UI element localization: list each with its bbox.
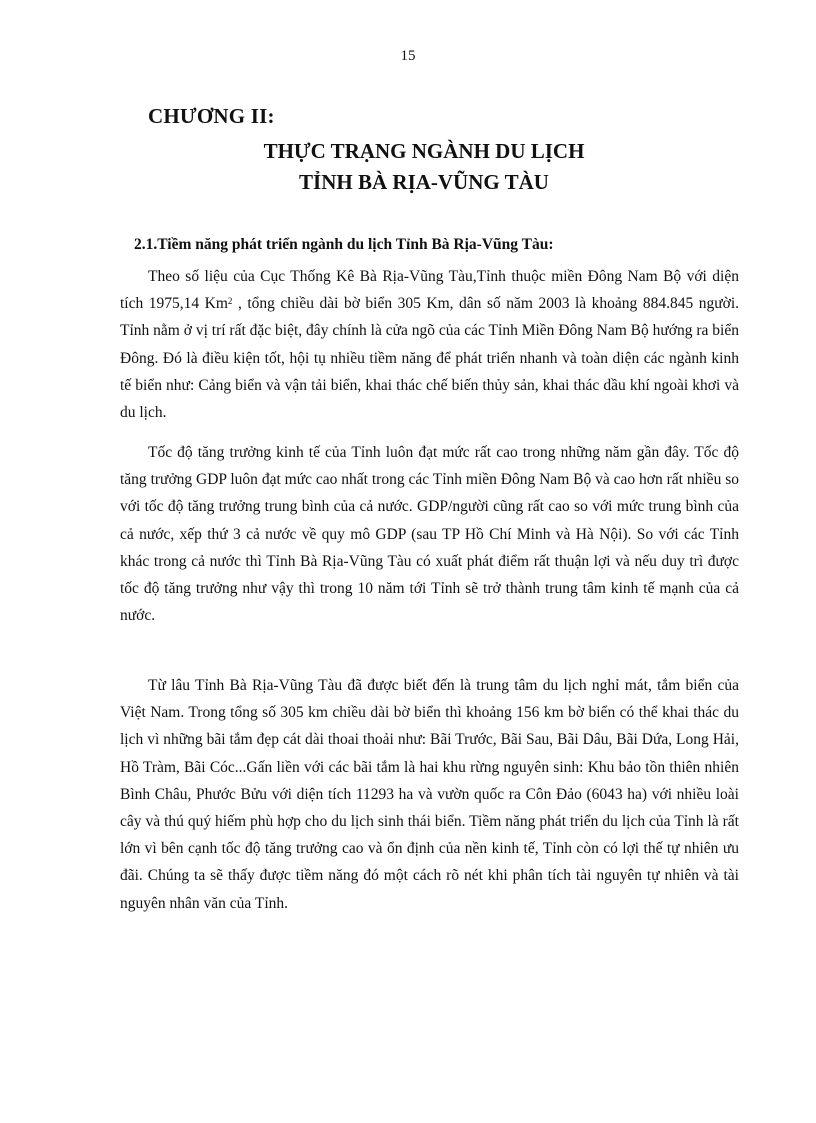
section-heading: 2.1.Tiềm năng phát triển ngành du lịch Tỉnh Bà Rịa-Vũng Tàu:	[134, 236, 554, 253]
superscript-2: 2	[227, 296, 233, 307]
page-number: 15	[400, 48, 416, 64]
paragraph-1-text-a: Theo số liệu của Cục Thống Kê Bà Rịa-Vũng Tàu,Tỉnh thuộc miền Đông Nam Bộ với diện tích 1975,14 Km	[120, 268, 739, 313]
chapter-label: CHƯƠNG II:	[148, 104, 275, 128]
paragraph-1	[120, 263, 739, 426]
paragraph-3: Từ lâu Tỉnh Bà Rịa-Vũng Tàu đã được biết đến là trung tâm du lịch nghỉ mát, tắm biển của Việt Nam. Trong tổng số 305 km chiều dài bờ biển thì khoảng 156 km bờ biển có thể khai thác du lịch vì những bãi tắm đẹp cát dài thoai thoải như: Bãi Trước, Bãi Sau, Bãi Dâu, Bãi Dứa, Long Hải, Hồ Tràm, Bãi Cóc...Gấn liền với các bãi tắm là hai khu rừng nguyên sinh: Khu bảo tồn thiên nhiên Bình Châu, Phước Bửu với diện tích 11293 ha và vườn quốc ra Côn Đảo (6043 ha) với nhiều loài cây và thú quý hiếm phù hợp cho du lịch sinh thái biển. Tiềm năng phát triển du lịch của Tỉnh là rất lớn vì bên cạnh tốc độ tăng trưởng cao và ổn định của nền kinh tế, Tỉnh còn có lợi thế tự nhiên ưu đãi. Chúng ta sẽ thấy được tiềm năng đó một cách rõ nét khi phân tích tài nguyên tự nhiên và tài nguyên nhân văn của Tỉnh.	[120, 677, 739, 912]
chapter-title-line-2: TỈNH BÀ RỊA-VŨNG TÀU	[299, 170, 549, 194]
chapter-title	[0, 136, 816, 198]
paragraph-2: Tốc độ tăng trưởng kinh tế của Tỉnh luôn đạt mức rất cao trong những năm gần đây. Tốc độ tăng trưởng GDP luôn đạt mức cao nhất trong các Tỉnh miền Đông Nam Bộ và cao hơn rất nhiều so với tốc độ tăng trưởng trung bình của cả nước. GDP/người cũng rất cao so với mức trung bình của cả nước, xếp thứ 3 cả nước về quy mô GDP (sau TP Hồ Chí Minh và Hà Nội). So với các Tỉnh khác trong cả nước thì Tỉnh Bà Rịa-Vũng Tàu có xuất phát điểm rất thuận lợi và nếu duy trì được tốc độ tăng trưởng như vậy thì trong 10 năm tới Tỉnh sẽ trở thành trung tâm kinh tế mạnh của cả nước.	[120, 444, 739, 625]
chapter-title-line-1: THỰC TRẠNG NGÀNH DU LỊCH	[263, 139, 585, 163]
paragraph-1-text-b: , tổng chiều dài bờ biển 305 Km, dân số năm 2003 là khoảng 884.845 người. Tỉnh nằm ở vị trí rất đặc biệt, đây chính là cửa ngõ của các Tỉnh Miền Đông Nam Bộ hướng ra biển Đông. Đó là điều kiện tốt, hội tụ nhiều tiềm năng để phát triển nhanh và toàn diện các ngành kinh tế biển như: Cảng biển và vận tải biển, khai thác chế biến thủy sản, khai thác dầu khí ngoài khơi và du lịch.	[120, 295, 739, 422]
